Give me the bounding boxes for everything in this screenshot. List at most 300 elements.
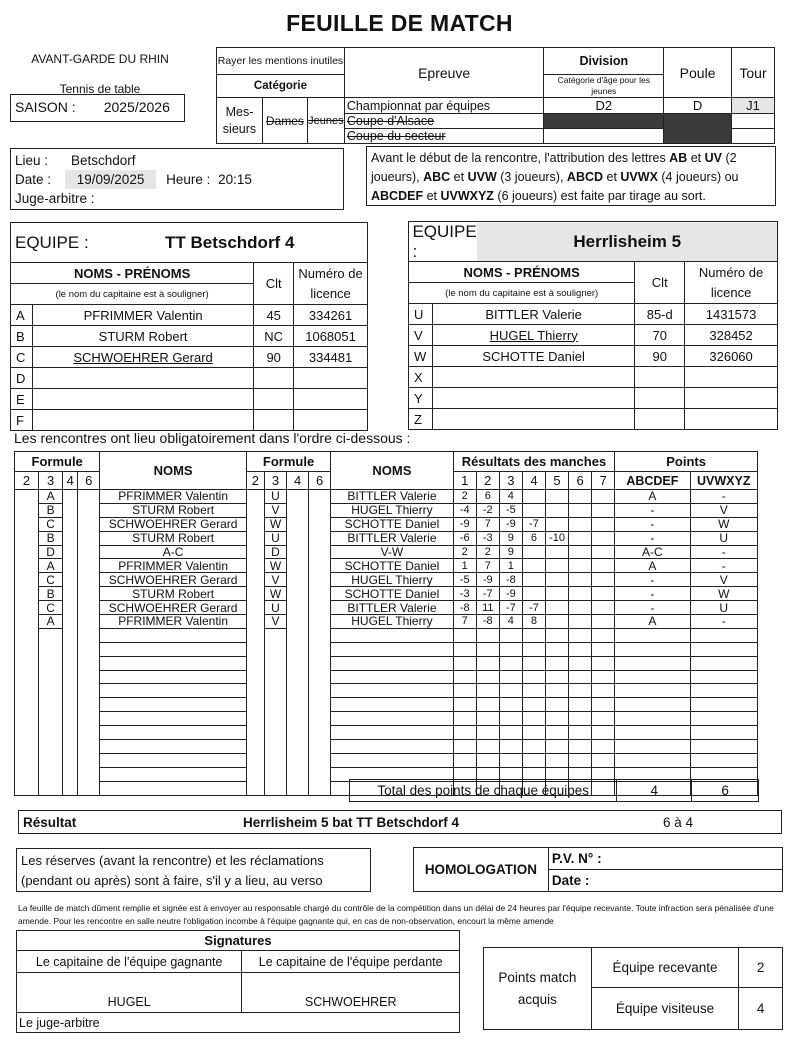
- set-score[interactable]: [592, 656, 615, 670]
- set-score[interactable]: [453, 684, 476, 698]
- set-score[interactable]: [476, 628, 499, 642]
- points-team-a[interactable]: A-C: [615, 545, 690, 559]
- player-b-name[interactable]: HUGEL Thierry: [331, 615, 453, 629]
- set-score[interactable]: [592, 573, 615, 587]
- poule-value[interactable]: D: [664, 98, 732, 114]
- set-score[interactable]: [569, 601, 592, 615]
- set-score[interactable]: [545, 503, 568, 517]
- player-a-name[interactable]: [100, 740, 247, 754]
- heure-value[interactable]: 20:15: [218, 172, 252, 187]
- homologation-date-field[interactable]: Date :: [548, 870, 782, 892]
- set-score[interactable]: 1: [453, 559, 476, 573]
- player-a-letter[interactable]: C: [39, 601, 63, 615]
- set-score[interactable]: [545, 753, 568, 767]
- player-b-name[interactable]: HUGEL Thierry: [331, 573, 453, 587]
- player-licence[interactable]: 334261: [294, 305, 368, 326]
- set-score[interactable]: [592, 490, 615, 504]
- player-a-letter[interactable]: A: [39, 490, 63, 504]
- set-score[interactable]: [592, 642, 615, 656]
- player-a-letter[interactable]: C: [39, 573, 63, 587]
- set-score[interactable]: -2: [476, 503, 499, 517]
- set-score[interactable]: [476, 726, 499, 740]
- points-team-b[interactable]: -: [690, 615, 757, 629]
- player-a-name[interactable]: A-C: [100, 545, 247, 559]
- set-score[interactable]: 7: [453, 615, 476, 629]
- player-b-letter[interactable]: U: [264, 601, 286, 615]
- set-score[interactable]: [545, 656, 568, 670]
- set-score[interactable]: [476, 753, 499, 767]
- category-dames[interactable]: Dames: [262, 98, 307, 144]
- player-b-name[interactable]: [331, 628, 453, 642]
- player-licence[interactable]: [685, 388, 778, 409]
- set-score[interactable]: [569, 740, 592, 754]
- player-b-letter[interactable]: V: [264, 615, 286, 629]
- player-a-letter[interactable]: B: [39, 587, 63, 601]
- player-a-name[interactable]: STURM Robert: [100, 531, 247, 545]
- player-a-name[interactable]: STURM Robert: [100, 587, 247, 601]
- points-team-b[interactable]: [690, 684, 757, 698]
- points-team-a[interactable]: -: [615, 587, 690, 601]
- player-b-letter[interactable]: V: [264, 573, 286, 587]
- set-score[interactable]: [522, 628, 545, 642]
- player-b-name[interactable]: [331, 684, 453, 698]
- set-score[interactable]: 1: [499, 559, 522, 573]
- set-score[interactable]: [499, 726, 522, 740]
- set-score[interactable]: [592, 545, 615, 559]
- set-score[interactable]: -7: [476, 587, 499, 601]
- set-score[interactable]: [453, 628, 476, 642]
- set-score[interactable]: [522, 712, 545, 726]
- set-score[interactable]: -8: [499, 573, 522, 587]
- player-a-name[interactable]: [100, 767, 247, 781]
- points-team-a[interactable]: [615, 642, 690, 656]
- points-team-b[interactable]: [690, 753, 757, 767]
- set-score[interactable]: [453, 712, 476, 726]
- category-jeunes[interactable]: Jeunes: [307, 98, 344, 144]
- player-clt[interactable]: 90: [635, 346, 685, 367]
- set-score[interactable]: [569, 490, 592, 504]
- points-team-b[interactable]: U: [690, 531, 757, 545]
- player-b-name[interactable]: BITTLER Valerie: [331, 490, 453, 504]
- set-score[interactable]: [592, 628, 615, 642]
- set-score[interactable]: [453, 740, 476, 754]
- player-a-name[interactable]: [100, 712, 247, 726]
- set-score[interactable]: [569, 712, 592, 726]
- set-score[interactable]: [545, 698, 568, 712]
- player-name[interactable]: [432, 367, 634, 388]
- set-score[interactable]: [476, 684, 499, 698]
- result-text[interactable]: Herrlisheim 5 bat TT Betschdorf 4: [243, 814, 460, 830]
- points-team-b[interactable]: W: [690, 587, 757, 601]
- player-name[interactable]: HUGEL Thierry: [432, 325, 634, 346]
- set-score[interactable]: [522, 545, 545, 559]
- player-a-name[interactable]: [100, 628, 247, 642]
- points-team-a[interactable]: [615, 740, 690, 754]
- player-b-name[interactable]: V-W: [331, 545, 453, 559]
- player-a-name[interactable]: [100, 642, 247, 656]
- referee-signature[interactable]: Le juge-arbitre: [17, 1013, 460, 1033]
- player-a-letter[interactable]: A: [39, 559, 63, 573]
- player-name[interactable]: [432, 409, 634, 430]
- player-a-name[interactable]: [100, 781, 247, 795]
- set-score[interactable]: [499, 753, 522, 767]
- set-score[interactable]: [476, 740, 499, 754]
- set-score[interactable]: 9: [499, 531, 522, 545]
- points-team-a[interactable]: -: [615, 503, 690, 517]
- points-team-b[interactable]: [690, 698, 757, 712]
- set-score[interactable]: 2: [453, 490, 476, 504]
- player-b-letter[interactable]: U: [264, 490, 286, 504]
- set-score[interactable]: -3: [453, 587, 476, 601]
- points-team-a[interactable]: [615, 656, 690, 670]
- player-licence[interactable]: 1431573: [685, 304, 778, 325]
- points-team-a[interactable]: -: [615, 517, 690, 531]
- set-score[interactable]: [522, 684, 545, 698]
- player-licence[interactable]: 334481: [294, 347, 368, 368]
- player-b-name[interactable]: [331, 753, 453, 767]
- division-cell[interactable]: [544, 129, 664, 144]
- points-team-b[interactable]: [690, 642, 757, 656]
- points-team-a[interactable]: [615, 684, 690, 698]
- player-b-name[interactable]: [331, 740, 453, 754]
- set-score[interactable]: -8: [476, 615, 499, 629]
- set-score[interactable]: [569, 753, 592, 767]
- team-b-name[interactable]: Herrlisheim 5: [477, 223, 777, 261]
- player-licence[interactable]: 1068051: [294, 326, 368, 347]
- set-score[interactable]: 2: [476, 545, 499, 559]
- set-score[interactable]: [569, 503, 592, 517]
- set-score[interactable]: [592, 503, 615, 517]
- set-score[interactable]: [545, 517, 568, 531]
- total-team-a[interactable]: 4: [617, 780, 692, 802]
- set-score[interactable]: [592, 531, 615, 545]
- set-score[interactable]: -6: [453, 531, 476, 545]
- player-clt[interactable]: 85-d: [635, 304, 685, 325]
- set-score[interactable]: [522, 587, 545, 601]
- set-score[interactable]: [499, 670, 522, 684]
- set-score[interactable]: [592, 587, 615, 601]
- player-a-name[interactable]: [100, 753, 247, 767]
- player-a-name[interactable]: [100, 726, 247, 740]
- points-team-b[interactable]: [690, 628, 757, 642]
- player-name[interactable]: BITTLER Valerie: [432, 304, 634, 325]
- player-clt[interactable]: [635, 388, 685, 409]
- player-name[interactable]: SCHWOEHRER Gerard: [32, 347, 253, 368]
- set-score[interactable]: [569, 615, 592, 629]
- set-score[interactable]: [522, 698, 545, 712]
- player-b-name[interactable]: [331, 656, 453, 670]
- player-name[interactable]: [432, 388, 634, 409]
- player-licence[interactable]: [685, 409, 778, 430]
- set-score[interactable]: [592, 615, 615, 629]
- set-score[interactable]: [545, 490, 568, 504]
- set-score[interactable]: [592, 740, 615, 754]
- player-name[interactable]: SCHOTTE Daniel: [432, 346, 634, 367]
- set-score[interactable]: [569, 726, 592, 740]
- division-value[interactable]: D2: [544, 98, 664, 114]
- set-score[interactable]: -9: [499, 517, 522, 531]
- player-a-letter[interactable]: B: [39, 503, 63, 517]
- set-score[interactable]: [545, 684, 568, 698]
- points-team-a[interactable]: -: [615, 601, 690, 615]
- set-score[interactable]: [453, 642, 476, 656]
- set-score[interactable]: [545, 726, 568, 740]
- set-score[interactable]: [453, 726, 476, 740]
- result-score[interactable]: 6 à 4: [663, 814, 694, 830]
- player-b-letter[interactable]: U: [264, 531, 286, 545]
- set-score[interactable]: [522, 573, 545, 587]
- player-b-letter[interactable]: W: [264, 517, 286, 531]
- set-score[interactable]: [499, 628, 522, 642]
- player-b-name[interactable]: HUGEL Thierry: [331, 503, 453, 517]
- home-team-points[interactable]: 2: [739, 948, 783, 988]
- set-score[interactable]: [522, 490, 545, 504]
- points-team-b[interactable]: [690, 726, 757, 740]
- player-a-letter[interactable]: A: [39, 615, 63, 629]
- set-score[interactable]: [476, 642, 499, 656]
- set-score[interactable]: [476, 698, 499, 712]
- set-score[interactable]: [592, 753, 615, 767]
- set-score[interactable]: [592, 517, 615, 531]
- set-score[interactable]: [499, 740, 522, 754]
- tour-value[interactable]: J1: [732, 98, 775, 114]
- set-score[interactable]: [522, 740, 545, 754]
- set-score[interactable]: [476, 670, 499, 684]
- player-b-name[interactable]: SCHOTTE Daniel: [331, 517, 453, 531]
- points-team-b[interactable]: U: [690, 601, 757, 615]
- player-licence[interactable]: [685, 367, 778, 388]
- player-name[interactable]: STURM Robert: [32, 326, 253, 347]
- player-clt[interactable]: 90: [254, 347, 294, 368]
- set-score[interactable]: -5: [453, 573, 476, 587]
- date-value[interactable]: 19/09/2025: [65, 170, 157, 189]
- points-team-b[interactable]: [690, 740, 757, 754]
- set-score[interactable]: [592, 698, 615, 712]
- set-score[interactable]: [545, 628, 568, 642]
- set-score[interactable]: [569, 628, 592, 642]
- set-score[interactable]: [545, 615, 568, 629]
- set-score[interactable]: -9: [499, 587, 522, 601]
- player-b-name[interactable]: [331, 712, 453, 726]
- set-score[interactable]: [569, 573, 592, 587]
- player-b-name[interactable]: BITTLER Valerie: [331, 531, 453, 545]
- player-clt[interactable]: [254, 389, 294, 410]
- set-score[interactable]: -5: [499, 503, 522, 517]
- points-team-b[interactable]: V: [690, 503, 757, 517]
- set-score[interactable]: [545, 559, 568, 573]
- set-score[interactable]: -8: [453, 601, 476, 615]
- tour-cell[interactable]: [732, 114, 775, 129]
- set-score[interactable]: [592, 601, 615, 615]
- player-b-name[interactable]: [331, 726, 453, 740]
- set-score[interactable]: [499, 698, 522, 712]
- player-clt[interactable]: 70: [635, 325, 685, 346]
- set-score[interactable]: [522, 753, 545, 767]
- set-score[interactable]: [545, 740, 568, 754]
- points-team-b[interactable]: [690, 670, 757, 684]
- set-score[interactable]: [453, 656, 476, 670]
- away-team-points[interactable]: 4: [739, 988, 783, 1030]
- set-score[interactable]: [592, 712, 615, 726]
- set-score[interactable]: -9: [476, 573, 499, 587]
- set-score[interactable]: [476, 656, 499, 670]
- points-team-a[interactable]: A: [615, 490, 690, 504]
- set-score[interactable]: 6: [476, 490, 499, 504]
- player-b-letter[interactable]: D: [264, 545, 286, 559]
- points-team-b[interactable]: W: [690, 517, 757, 531]
- set-score[interactable]: [545, 601, 568, 615]
- points-team-b[interactable]: -: [690, 545, 757, 559]
- player-clt[interactable]: [254, 410, 294, 431]
- points-team-b[interactable]: V: [690, 573, 757, 587]
- points-team-a[interactable]: [615, 753, 690, 767]
- points-team-a[interactable]: [615, 726, 690, 740]
- set-score[interactable]: [592, 670, 615, 684]
- set-score[interactable]: 6: [522, 531, 545, 545]
- set-score[interactable]: -7: [522, 601, 545, 615]
- player-b-name[interactable]: [331, 670, 453, 684]
- player-clt[interactable]: 45: [254, 305, 294, 326]
- set-score[interactable]: [522, 559, 545, 573]
- set-score[interactable]: [545, 670, 568, 684]
- points-team-b[interactable]: -: [690, 559, 757, 573]
- player-name[interactable]: [32, 389, 253, 410]
- set-score[interactable]: -10: [545, 531, 568, 545]
- set-score[interactable]: [545, 642, 568, 656]
- points-team-b[interactable]: [690, 656, 757, 670]
- set-score[interactable]: [569, 517, 592, 531]
- player-licence[interactable]: [294, 389, 368, 410]
- set-score[interactable]: -7: [499, 601, 522, 615]
- player-a-name[interactable]: PFRIMMER Valentin: [100, 615, 247, 629]
- set-score[interactable]: [522, 726, 545, 740]
- points-team-a[interactable]: [615, 698, 690, 712]
- set-score[interactable]: -3: [476, 531, 499, 545]
- player-b-letter[interactable]: W: [264, 587, 286, 601]
- set-score[interactable]: [569, 656, 592, 670]
- set-score[interactable]: [499, 684, 522, 698]
- player-b-name[interactable]: [331, 642, 453, 656]
- player-licence[interactable]: [294, 410, 368, 431]
- player-a-name[interactable]: [100, 670, 247, 684]
- player-a-name[interactable]: SCHWOEHRER Gerard: [100, 601, 247, 615]
- set-score[interactable]: 9: [499, 545, 522, 559]
- points-team-b[interactable]: [690, 712, 757, 726]
- set-score[interactable]: 2: [453, 545, 476, 559]
- set-score[interactable]: [545, 587, 568, 601]
- set-score[interactable]: -4: [453, 503, 476, 517]
- set-score[interactable]: 11: [476, 601, 499, 615]
- set-score[interactable]: [499, 712, 522, 726]
- set-score[interactable]: [453, 670, 476, 684]
- set-score[interactable]: [569, 559, 592, 573]
- set-score[interactable]: [545, 712, 568, 726]
- set-score[interactable]: -9: [453, 517, 476, 531]
- set-score[interactable]: 7: [476, 559, 499, 573]
- epreuve-championnat[interactable]: Championnat par équipes: [344, 98, 544, 114]
- set-score[interactable]: [569, 698, 592, 712]
- saison-value[interactable]: 2025/2026: [103, 99, 170, 115]
- player-a-name[interactable]: SCHWOEHRER Gerard: [100, 517, 247, 531]
- team-a-name[interactable]: TT Betschdorf 4: [165, 232, 295, 252]
- set-score[interactable]: [569, 684, 592, 698]
- player-a-name[interactable]: PFRIMMER Valentin: [100, 559, 247, 573]
- set-score[interactable]: [569, 587, 592, 601]
- player-a-name[interactable]: PFRIMMER Valentin: [100, 490, 247, 504]
- points-team-a[interactable]: A: [615, 559, 690, 573]
- epreuve-coupe-alsace[interactable]: Coupe d'Alsace: [344, 114, 544, 129]
- loser-captain-signature[interactable]: SCHWOEHRER: [242, 973, 460, 1013]
- set-score[interactable]: [522, 503, 545, 517]
- points-team-a[interactable]: [615, 712, 690, 726]
- points-team-a[interactable]: [615, 670, 690, 684]
- player-b-name[interactable]: BITTLER Valerie: [331, 601, 453, 615]
- points-team-a[interactable]: [615, 628, 690, 642]
- player-a-name[interactable]: [100, 698, 247, 712]
- points-team-a[interactable]: -: [615, 573, 690, 587]
- set-score[interactable]: 8: [522, 615, 545, 629]
- player-name[interactable]: [32, 368, 253, 389]
- set-score[interactable]: -7: [522, 517, 545, 531]
- set-score[interactable]: [592, 684, 615, 698]
- set-score[interactable]: [522, 642, 545, 656]
- player-name[interactable]: PFRIMMER Valentin: [32, 305, 253, 326]
- set-score[interactable]: 4: [499, 490, 522, 504]
- set-score[interactable]: [453, 698, 476, 712]
- set-score[interactable]: [569, 670, 592, 684]
- player-b-name[interactable]: SCHOTTE Daniel: [331, 587, 453, 601]
- set-score[interactable]: [522, 656, 545, 670]
- player-clt[interactable]: [635, 409, 685, 430]
- set-score[interactable]: [499, 642, 522, 656]
- total-team-b[interactable]: 6: [692, 780, 759, 802]
- points-team-a[interactable]: A: [615, 615, 690, 629]
- player-a-name[interactable]: SCHWOEHRER Gerard: [100, 573, 247, 587]
- set-score[interactable]: [569, 531, 592, 545]
- pv-number-field[interactable]: P.V. N° :: [548, 848, 782, 870]
- player-clt[interactable]: NC: [254, 326, 294, 347]
- epreuve-coupe-secteur[interactable]: Coupe du secteur: [344, 129, 544, 144]
- set-score[interactable]: 7: [476, 517, 499, 531]
- lieu-value[interactable]: Betschdorf: [71, 153, 136, 168]
- player-licence[interactable]: [294, 368, 368, 389]
- player-b-name[interactable]: [331, 698, 453, 712]
- player-licence[interactable]: 328452: [685, 325, 778, 346]
- points-team-b[interactable]: -: [690, 490, 757, 504]
- player-b-name[interactable]: SCHOTTE Daniel: [331, 559, 453, 573]
- set-score[interactable]: [569, 642, 592, 656]
- player-a-name[interactable]: STURM Robert: [100, 503, 247, 517]
- set-score[interactable]: [545, 545, 568, 559]
- points-team-a[interactable]: -: [615, 531, 690, 545]
- set-score[interactable]: [592, 559, 615, 573]
- set-score[interactable]: [453, 753, 476, 767]
- set-score[interactable]: [522, 670, 545, 684]
- player-name[interactable]: [32, 410, 253, 431]
- player-a-name[interactable]: [100, 656, 247, 670]
- set-score[interactable]: [592, 726, 615, 740]
- player-a-letter[interactable]: B: [39, 531, 63, 545]
- player-b-letter[interactable]: W: [264, 559, 286, 573]
- set-score[interactable]: [499, 656, 522, 670]
- set-score[interactable]: [569, 545, 592, 559]
- player-a-letter[interactable]: C: [39, 517, 63, 531]
- player-a-name[interactable]: [100, 684, 247, 698]
- player-licence[interactable]: 326060: [685, 346, 778, 367]
- player-clt[interactable]: [254, 368, 294, 389]
- tour-cell[interactable]: [732, 129, 775, 144]
- player-a-letter[interactable]: D: [39, 545, 63, 559]
